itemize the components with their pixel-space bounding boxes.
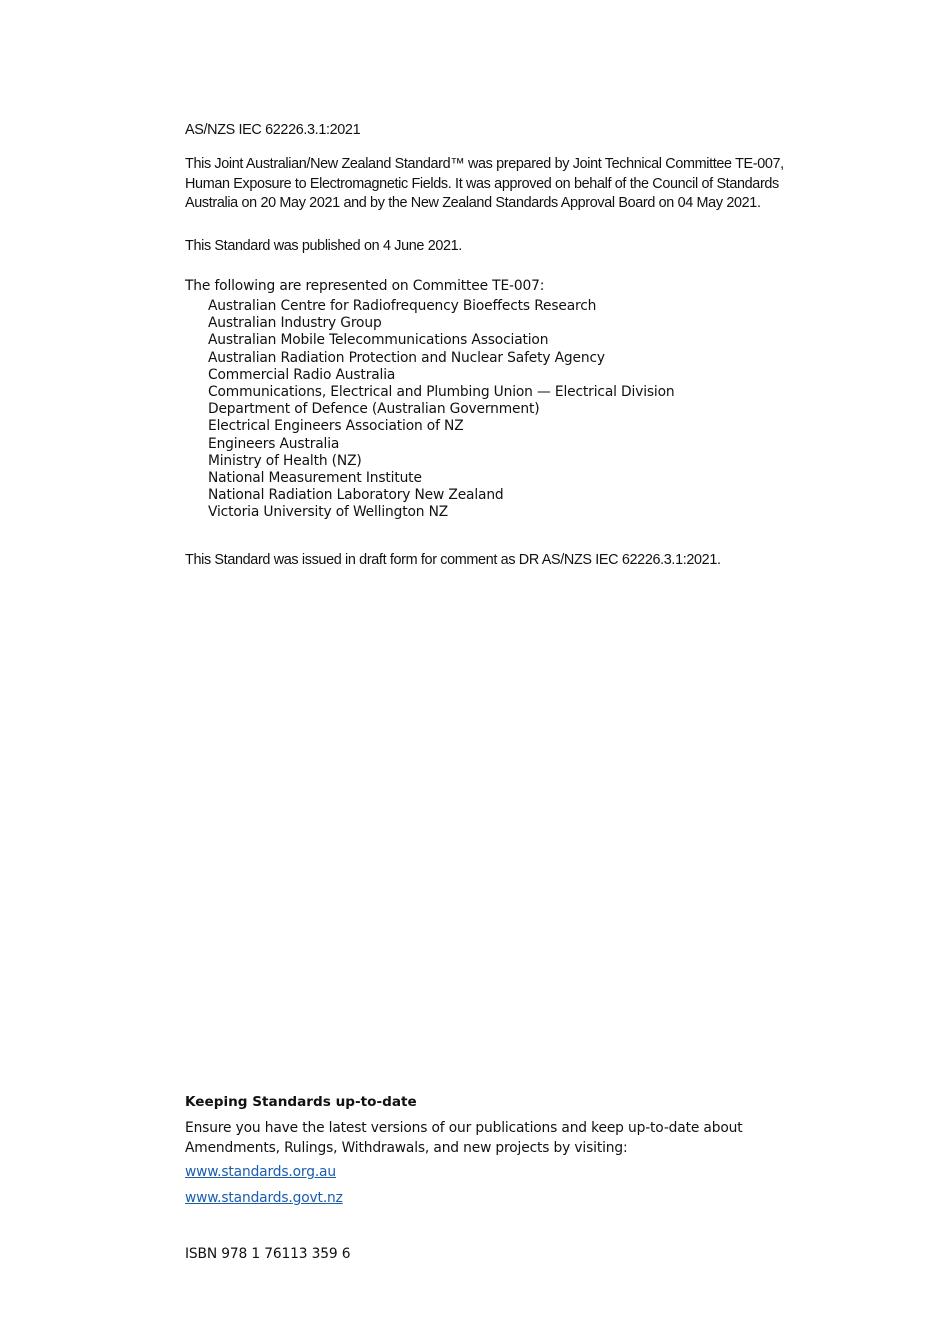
committee-member: National Measurement Institute	[208, 469, 422, 486]
committee-member: Engineers Australia	[208, 435, 340, 452]
committee-intro: The following are represented on Committee TE-007:	[185, 278, 545, 294]
committee-member: Commercial Radio Australia	[208, 366, 396, 383]
committee-member: Communications, Electrical and Plumbing Union — Electrical Division	[208, 383, 675, 400]
keeping-up-to-date-heading: Keeping Standards up-to-date	[185, 1094, 417, 1110]
committee-member: Australian Centre for Radiofrequency Bioeffects Research	[208, 298, 597, 314]
committee-member: Victoria University of Wellington NZ	[208, 504, 449, 521]
committee-member: Department of Defence (Australian Government)	[208, 401, 540, 418]
keeping-up-to-date-text: Ensure you have the latest versions of our publications and keep up-to-date about Amendments, Rulings, Withdrawals, and new projects by visiting:	[185, 1120, 743, 1156]
standards-nz-link[interactable]: www.standards.govt.nz	[185, 1190, 343, 1206]
standard-identifier: AS/NZS IEC 62226.3.1:2021	[185, 122, 361, 138]
committee-member-list	[208, 298, 675, 521]
isbn: ISBN 978 1 76113 359 6	[185, 1246, 351, 1262]
committee-member: Electrical Engineers Association of NZ	[208, 418, 464, 435]
committee-member: Ministry of Health (NZ)	[208, 452, 362, 469]
committee-member: Australian Mobile Telecommunications Association	[208, 332, 549, 349]
standards-au-link[interactable]: www.standards.org.au	[185, 1164, 336, 1180]
publication-date-statement: This Standard was published on 4 June 2021.	[185, 238, 462, 254]
committee-member: Australian Industry Group	[208, 315, 382, 332]
committee-member: Australian Radiation Protection and Nuclear Safety Agency	[208, 349, 605, 366]
committee-member: National Radiation Laboratory New Zealand	[208, 487, 504, 504]
standards-nz-link-wrapper	[185, 1190, 343, 1206]
standards-au-link-wrapper	[185, 1164, 336, 1180]
preparation-statement: This Joint Australian/New Zealand Standard™ was prepared by Joint Technical Committee TE-007, Human Exposure to Electromagnetic Fields. It was approved on behalf of the Council of Standards Australia on 20 May 2021 and by the New Zealand Standards Approval Board on 04 May 2021.	[185, 156, 784, 211]
draft-note: This Standard was issued in draft form for comment as DR AS/NZS IEC 62226.3.1:2021.	[185, 552, 721, 568]
